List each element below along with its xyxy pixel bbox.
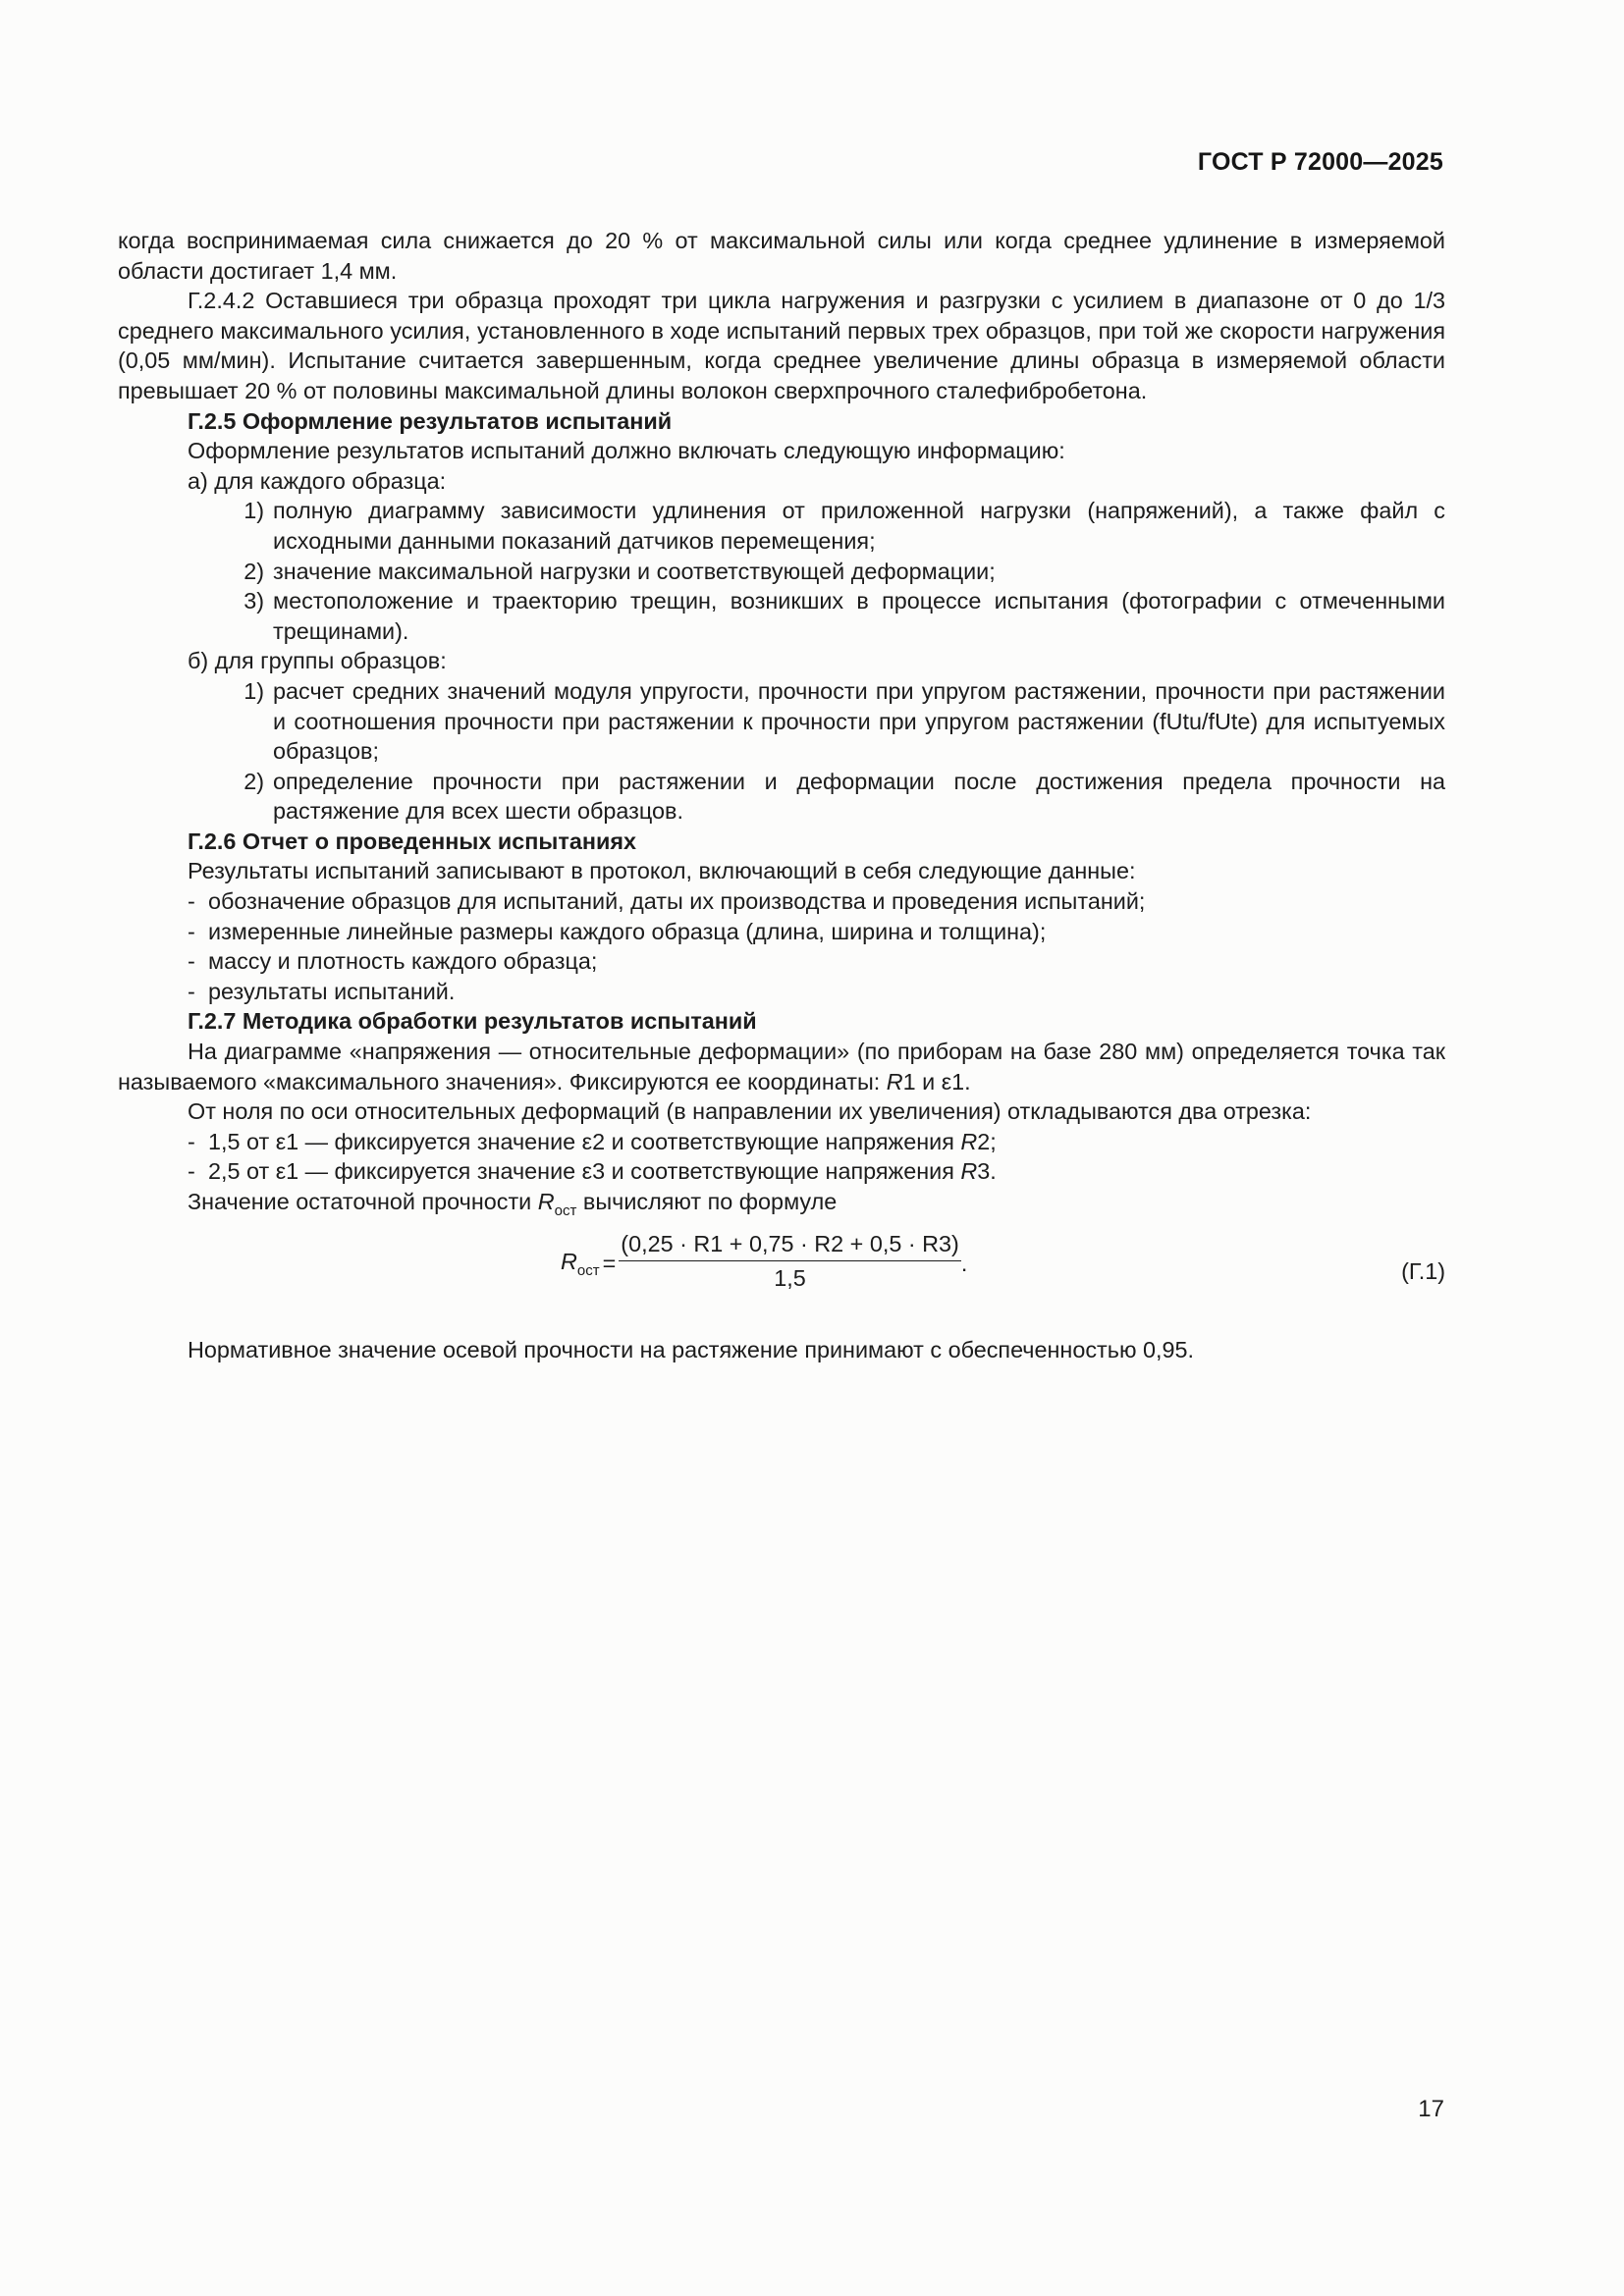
- document-body: [118, 226, 1445, 1364]
- page-number: 17: [1418, 2096, 1444, 2122]
- heading-g25: Г.2.5 Оформление результатов испытаний: [188, 407, 673, 434]
- g25-intro: Оформление результатов испытаний должно включать следующую информацию:: [188, 438, 1065, 464]
- list-item: 1) полную диаграмму зависимости удлинения от приложенной нагрузки (напряжений), а также файл с исходными данными показаний датчиков перемещения;: [244, 498, 1445, 554]
- heading-g26: Г.2.6 Отчет о проведенных испытаниях: [188, 828, 637, 854]
- g27-paragraph-2: От ноля по оси относительных деформаций (в направлении их увеличения) откладываются два отрезка:: [188, 1098, 1312, 1125]
- list-b-label: б) для группы образцов:: [188, 648, 447, 674]
- g27-paragraph-3: Значение остаточной прочности $R_{ост}$ вычисляют по формуле: [188, 1189, 838, 1219]
- dash-item: - массу и плотность каждого образца;: [188, 948, 598, 975]
- formula-denominator: 1,5: [774, 1265, 806, 1292]
- formula-end-dot: .: [960, 1251, 968, 1277]
- dash-item: - обозначение образцов для испытаний, даты их производства и проведения испытаний;: [188, 888, 1146, 915]
- formula-lhs: $R_{ост}$: [561, 1249, 600, 1280]
- closing-paragraph: Нормативное значение осевой прочности на растяжение принимают с обеспеченностью 0,95.: [188, 1336, 1195, 1362]
- document-designation: ГОСТ Р 72000—2025: [1197, 148, 1443, 176]
- heading-g27: Г.2.7 Методика обработки результатов испытаний: [188, 1008, 757, 1035]
- list-item: 2) определение прочности при растяжении и деформации после достижения предела прочности на растяжение для всех шести образцов.: [244, 768, 1445, 825]
- dash-item: - результаты испытаний.: [188, 978, 456, 1004]
- dash-item: - измеренные линейные размеры каждого образца (длина, ширина и толщина);: [188, 918, 1047, 944]
- formula: [561, 1229, 967, 1294]
- list-item: 2) значение максимальной нагрузки и соответствующей деформации;: [244, 558, 996, 584]
- list-a-label: а) для каждого образца:: [188, 467, 447, 494]
- list-item: 3) местоположение и траекторию трещин, возникших в процессе испытания (фотографии с отмеченными трещинами).: [244, 588, 1445, 644]
- equation-number: (Г.1): [1401, 1257, 1445, 1284]
- g26-intro: Результаты испытаний записывают в протокол, включающий в себя следующие данные:: [188, 858, 1136, 884]
- dash-item: - 1,5 от ε1 — фиксируется значение ε2 и соответствующие напряжения R2;: [188, 1128, 997, 1154]
- paragraph-continuation: когда воспринимаемая сила снижается до 20 % от максимальной силы или когда среднее удлинение в измеряемой области достигает 1,4 мм.: [118, 228, 1445, 284]
- dash-item: - 2,5 от ε1 — фиксируется значение ε3 и соответствующие напряжения R3.: [188, 1158, 997, 1185]
- formula-numerator: (0,25 · R1 + 0,75 · R2 + 0,5 · R3): [619, 1229, 961, 1262]
- formula-block: [118, 1229, 1445, 1309]
- paragraph-g242: Г.2.4.2 Оставшиеся три образца проходят три цикла нагружения и разгрузки с усилием в диапазоне от 0 до 1/3 среднего максимального усилия, установленного в ходе испытаний первых трех образцов, при той же скорости нагружения (0,05 мм/мин). Испытание считается завершенным, когда среднее увеличение длины образца в измеряемой области превышает 20 % от половины максимальной длины волокон сверхпрочного сталефибробетона.: [118, 288, 1445, 403]
- list-item: 1) расчет средних значений модуля упругости, прочности при упругом растяжении, прочности при растяжении и соотношения прочности при растяжении к прочности при упругом растяжении (fUtu/fUte) для испытуемых образцов;: [244, 677, 1445, 765]
- g27-paragraph-1: На диаграмме «напряжения — относительные деформации» (по приборам на базе 280 мм) определяется точка так называемого «максимального значения». Фиксируются ее координаты: R1 и ε1.: [118, 1039, 1445, 1095]
- formula-fraction: [619, 1229, 961, 1294]
- formula-equals: =: [602, 1251, 617, 1277]
